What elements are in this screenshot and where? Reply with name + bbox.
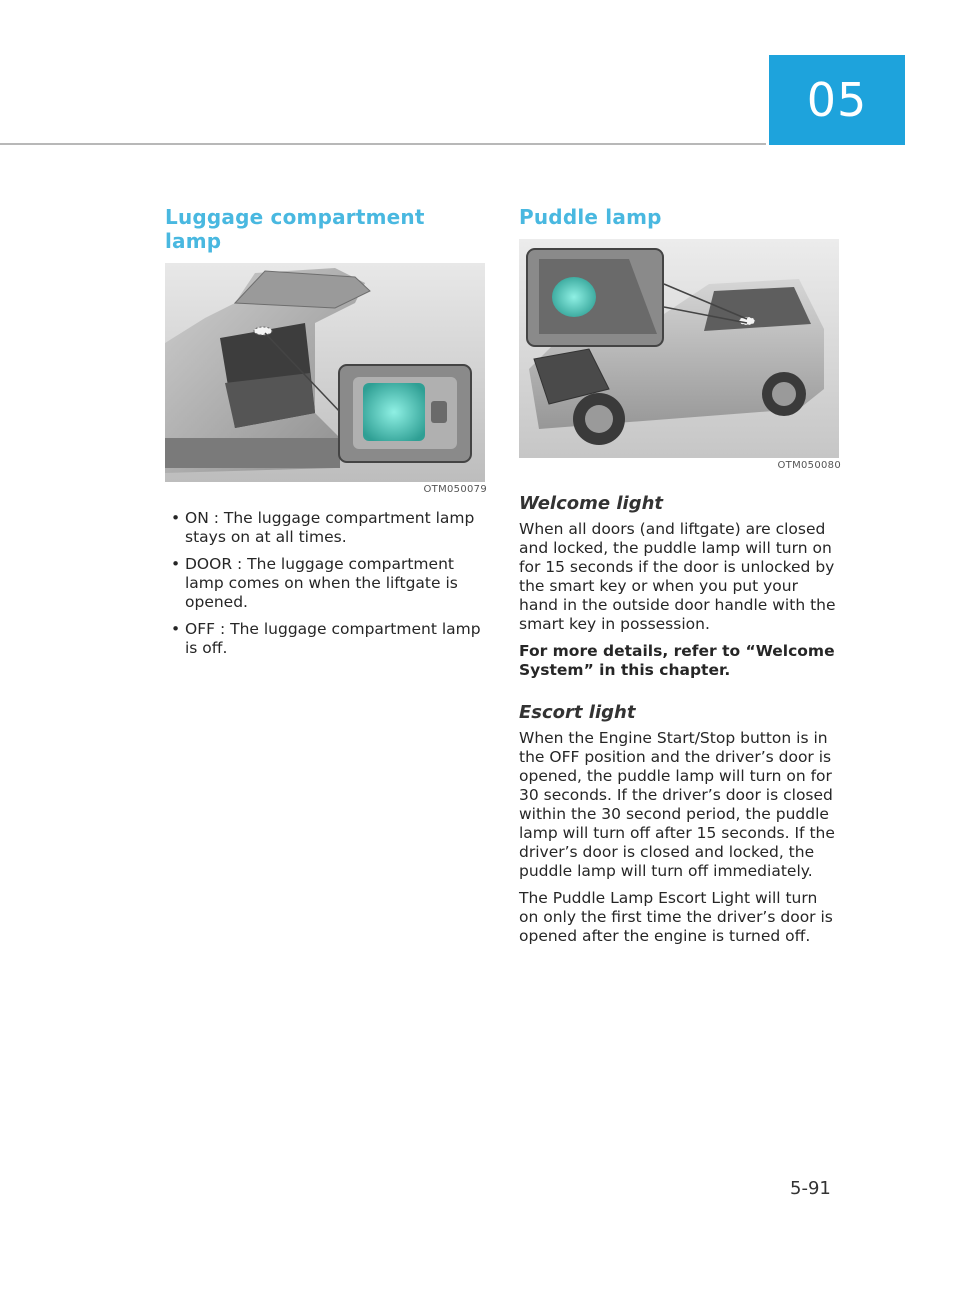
page-number: 5-91 — [790, 1178, 831, 1199]
bullet-icon: • — [171, 620, 181, 638]
puddle-lamp-section — [519, 205, 841, 954]
puddle-lamp-illustration — [519, 239, 839, 458]
bullet-icon: • — [171, 509, 181, 527]
bullet-icon: • — [171, 555, 181, 573]
luggage-lamp-image — [165, 263, 485, 482]
list-item-text: DOOR : The luggage compartment lamp comes on when the liftgate is opened. — [185, 555, 458, 611]
list-item-text: ON : The luggage compartment lamp stays on at all times. — [185, 509, 475, 546]
luggage-lamp-illustration — [165, 263, 485, 482]
list-item — [165, 509, 487, 547]
luggage-lamp-section — [165, 205, 487, 666]
section-title: Puddle lamp — [519, 205, 662, 229]
list-item — [165, 620, 487, 658]
header-rule — [0, 143, 766, 145]
lamp-mode-list — [165, 509, 487, 658]
welcome-reference-note: For more details, refer to “Welcome System” in this chapter. — [519, 642, 835, 679]
chapter-tab — [769, 55, 905, 145]
chapter-number: 05 — [806, 73, 868, 127]
section-title: Luggage compartment lamp — [165, 205, 425, 253]
welcome-light-heading: Welcome light — [519, 493, 663, 514]
welcome-light-text: When all doors (and liftgate) are closed and locked, the puddle lamp will turn on for 15 seconds if the door is unlocked by the smart key or when you put your hand in the outside door handle with the smart key in possession. — [519, 520, 836, 633]
escort-light-text: When the Engine Start/Stop button is in the OFF position and the driver’s door is opened, the puddle lamp will turn on for 30 seconds. If the driver’s door is closed within the 30 second period, the puddle lamp will turn off after 15 seconds. If the driver’s door is closed and locked, the puddle lamp will turn off immediately. — [519, 729, 835, 880]
figure-code: OTM050080 — [777, 460, 841, 471]
puddle-lamp-image — [519, 239, 839, 458]
list-item-text: OFF : The luggage compartment lamp is off. — [185, 620, 481, 657]
escort-light-heading: Escort light — [519, 702, 636, 723]
escort-light-note: The Puddle Lamp Escort Light will turn on only the first time the driver’s door is opened after the engine is turned off. — [519, 889, 833, 945]
list-item — [165, 555, 487, 612]
figure-code: OTM050079 — [423, 484, 487, 495]
